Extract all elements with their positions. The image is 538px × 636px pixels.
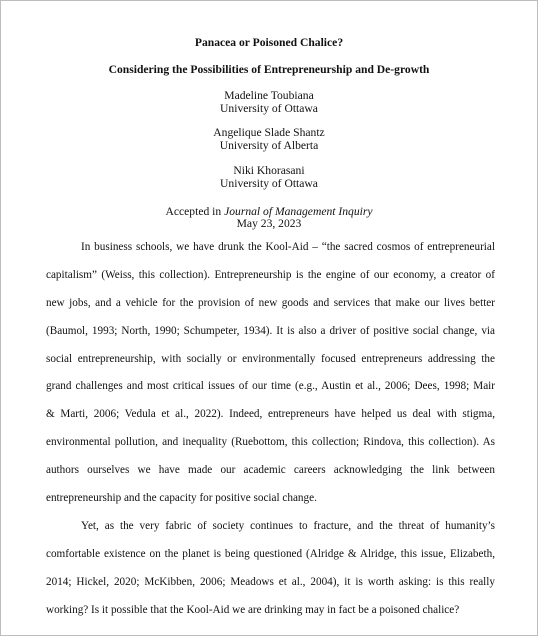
accepted-prefix: Accepted in [165,205,225,218]
author-affiliation: University of Ottawa [220,102,318,115]
paragraph-line: environmental pollution, and inequality (Ruebottom, this collection; Rindova, this collection). As [46,436,495,448]
acceptance-date: May 23, 2023 [236,217,302,230]
paragraph-line: grand challenges and most critical issues of our time (e.g., Austin et al., 2006; Dees, 1998; Mair [46,380,495,392]
author-affiliation: University of Alberta [219,139,319,152]
paragraph-line: comfortable existence on the planet is being questioned (Alridge & Alridge, this issue, Elizabeth, [46,548,495,560]
paragraph-line: (Baumol, 1993; North, 1990; Schumpeter, 1934). It is also a driver of positive social change, via [46,325,495,337]
paper-title: Panacea or Poisoned Chalice? [194,36,344,49]
paragraph-line: capitalism” (Weiss, this collection). Entrepreneurship is the engine of our economy, a creator of [46,269,495,281]
paragraph-line: entrepreneurship and the capacity for positive social change. [46,492,317,504]
paragraph-line: In business schools, we have drunk the Kool-Aid – “the sacred cosmos of entrepreneurial [81,241,495,253]
paragraph-line: authors ourselves we have made our academic careers acknowledging the link between [46,464,495,476]
journal-name: Journal of Management Inquiry [224,205,373,218]
paragraph-line: social entrepreneurship, with socially or environmentally focused entrepreneurs addressing the [46,353,495,365]
author-name: Madeline Toubiana [224,89,314,102]
paragraph-line: Yet, as the very fabric of society continues to fracture, and the threat of humanity’s [81,520,495,532]
author-name: Angelique Slade Shantz [213,126,325,139]
author-affiliation: University of Ottawa [220,177,318,190]
paragraph-line: working? Is it possible that the Kool-Aid we are drinking may in fact be a poisoned chalice? [46,604,460,616]
paper-subtitle: Considering the Possibilities of Entrepreneurship and De-growth [108,63,430,76]
author-name: Niki Khorasani [233,164,305,177]
paragraph-line: new jobs, and a vehicle for the provision of new goods and services that make our lives better [46,297,495,309]
paragraph-line: 2014; Hickel, 2020; McKibben, 2006; Meadows et al., 2004), it is worth asking: is this really [46,576,495,588]
paragraph-line: & Marti, 2006; Vedula et al., 2022). Indeed, entrepreneurs have helped us deal with stigma, [46,408,495,420]
